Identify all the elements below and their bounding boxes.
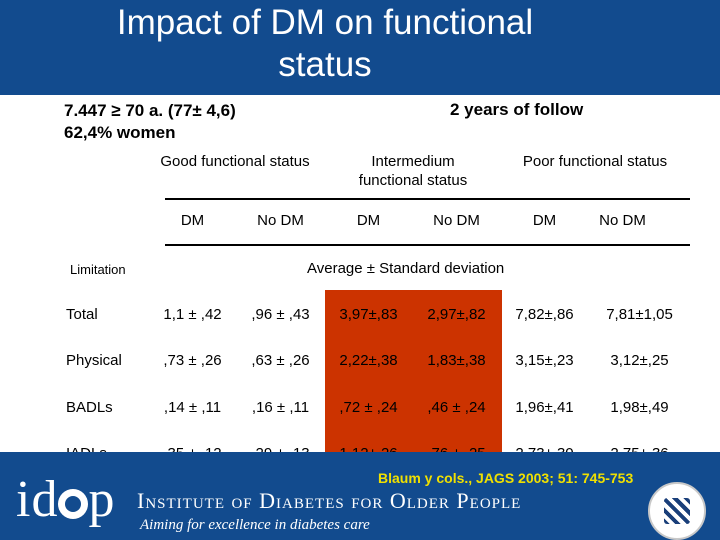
cohort-line-1: 7.447 ≥ 70 a. (77± 4,6)	[64, 101, 236, 120]
table-cell: ,73 ± ,26	[163, 352, 222, 369]
col-good-dm: DM	[180, 212, 205, 229]
table-cell: ,46 ± ,24	[427, 399, 486, 416]
followup-label: 2 years of follow	[450, 100, 584, 119]
measure-label: Average ± Standard deviation	[307, 260, 505, 277]
table-cell: 2,22±,38	[339, 352, 398, 369]
col-poor-dm: DM	[532, 212, 557, 229]
row-label-total: Total	[66, 306, 98, 323]
group-poor: Poor functional status	[522, 153, 668, 170]
cohort-line-2: 62,4% women	[64, 123, 176, 142]
col-inter-nodm: No DM	[433, 212, 480, 229]
table-cell: 7,81±1,05	[606, 306, 673, 323]
group-good: Good functional status	[160, 153, 310, 170]
table-cell: 2,97±,82	[427, 306, 486, 323]
cohort-info	[64, 100, 236, 144]
table-cell: 3,12±,25	[610, 352, 669, 369]
row-label-badls: BADLs	[66, 399, 113, 416]
institute-name: Institute of Diabetes for Older People	[137, 488, 522, 513]
emblem-icon	[648, 482, 706, 540]
table-cell: ,72 ± ,24	[339, 399, 398, 416]
title-line-2: status	[278, 45, 372, 84]
tagline: Aiming for excellence in diabetes care	[140, 517, 370, 533]
table-cell: ,96 ± ,43	[251, 306, 310, 323]
table-cell: 1,83±,38	[427, 352, 486, 369]
col-inter-dm: DM	[356, 212, 381, 229]
target-icon	[58, 489, 88, 519]
table-cell: ,14 ± ,11	[163, 399, 222, 416]
col-poor-nodm: No DM	[599, 212, 646, 229]
table-cell: ,63 ± ,26	[251, 352, 310, 369]
table-cell: 1,98±,49	[610, 399, 669, 416]
logo-text-post: p	[88, 471, 116, 528]
table-cell: 3,97±,83	[339, 306, 398, 323]
table-cell: 1,1 ± ,42	[163, 306, 222, 323]
table-cell: ,16 ± ,11	[251, 399, 310, 416]
table-cell: 3,15±,23	[515, 352, 574, 369]
header-rule-bottom	[165, 244, 690, 246]
header-rule-top	[165, 198, 690, 200]
col-good-nodm: No DM	[257, 212, 304, 229]
table-cell: 1,96±,41	[515, 399, 574, 416]
title-line-1: Impact of DM on functional	[116, 3, 534, 42]
row-header-limitation: Limitation	[70, 262, 126, 277]
idop-logo	[16, 470, 115, 529]
table-cell: 7,82±,86	[515, 306, 574, 323]
row-label-physical: Physical	[66, 352, 122, 369]
citation: Blaum y cols., JAGS 2003; 51: 745-753	[378, 470, 634, 486]
emblem-pattern	[664, 498, 690, 524]
group-intermedium: Intermedium functional status	[358, 153, 468, 189]
slide-title	[0, 2, 650, 86]
logo-text-pre: id	[16, 471, 59, 528]
